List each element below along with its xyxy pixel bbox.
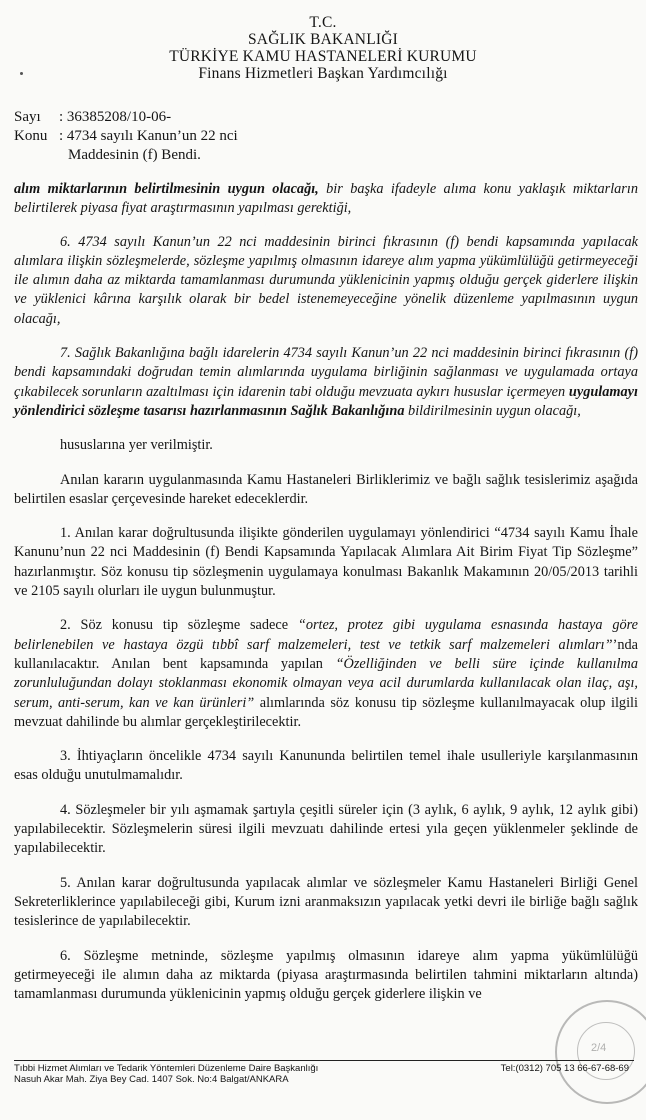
text-span: 2. Söz konusu tip sözleşme sadece	[60, 617, 298, 634]
letterhead-line-2: SAĞLIK BAKANLIĞI	[247, 31, 398, 48]
paragraph-item-7	[14, 344, 638, 421]
text-span: 7. Sağlık Bakanlığına bağlı idarelerin 4734 sayılı Kanun’un 22 nci maddesinin birinci fıkrasının (f) bendi kapsamındaki doğrudan temin alımlarında uygulama birliğinin sağlanması ve uygulamada ortaya çıkabilecek sorunların azaltılması için idarenin tabi olduğu mevzuata aykırı hususlar içermeyen	[14, 345, 638, 400]
bold-phrase: alım miktarlarının belirtilmesinin uygun olacağı,	[14, 181, 319, 197]
sayi-value: : 36385208/10-06-	[59, 109, 172, 125]
text-span: ’nda kullanılacaktır. Anılan bent kapsamında yapılan	[14, 636, 638, 672]
paragraph-item-6: 6. 4734 sayılı Kanun’un 22 nci maddesinin birinci fıkrasının (f) bendi kapsamında yapılacak alımlara ilişkin sözleşmelerde, sözleşme yapılmış olmasının idareye alım yapma yükümlülüğü getirmeyeceği ile alımın daha az miktarda tamamlanması durumunda yüklenicinin yapmış olduğu gerçek giderlere ilişkin ve yüklenici kârına karşılık olarak bir bedel istenemeyeceğine yönelik düzenleme yapılmasının uygun olacağı,	[14, 233, 638, 327]
footer-phone: Tel:(0312) 705 13 66-67-68-69	[500, 1063, 629, 1074]
paragraph-anilan: Anılan kararın uygulanmasında Kamu Hastaneleri Birliklerimiz ve bağlı sağlık tesislerimiz aşağıda belirtilen esaslar çerçevesinde hareket edeceklerdir.	[14, 471, 638, 507]
sayi-label: Sayı	[14, 109, 41, 125]
document-meta	[14, 108, 238, 165]
numbered-item-3: 3. İhtiyaçların öncelikle 4734 sayılı Kanununda belirtilen temel ihale usulleriyle karşılanmasının esas olduğu unutulmamalıdır.	[14, 748, 638, 784]
text-span: alımlarında söz konusu tip sözleşme kullanılmayacak olup ilgili mevzuat dahilinde bu alımlar gerçekleştirilecektir.	[14, 694, 638, 730]
bold-phrase: uygulamayı yönlendirici sözleşme tasarısı hazırlanmasının Sağlık Bakanlığına	[14, 383, 638, 419]
letterhead-line-4: Finans Hizmetleri Başkan Yardımcılığı	[198, 65, 448, 82]
text-span: bildirilmesinin uygun olacağı,	[404, 402, 581, 419]
text-span: bir başka ifadeyle alıma konu yaklaşık miktarların belirtilerek piyasa fiyat araştırmasının yapılması gerektiği,	[14, 181, 638, 217]
paragraph-continuation	[14, 180, 638, 219]
footer-street: Nasuh Akar Mah. Ziya Bey Cad. 1407 Sok. No:4 Balgat/ANKARA	[14, 1074, 289, 1085]
numbered-item-2	[14, 616, 638, 732]
numbered-item-4: 4. Sözleşmeler bir yılı aşmamak şartıyla çeşitli süreler için (3 aylık, 6 aylık, 9 aylık, 12 aylık gibi) yapılabilecektir. Sözleşmelerin süresi ilgili mevzuatı dahilinde ertesi yıla geçen yüklenmeler şeklinde de yapılabilecektir.	[14, 801, 638, 857]
letterhead-line-1: T.C.	[309, 14, 337, 31]
italic-phrase: “ortez, protez gibi uygulama esnasında hastaya göre belirlenebilen ve hastaya özgü tıbbî sarf malzemeleri, test ve tetkik sarf malzemeleri alımları”	[14, 617, 638, 653]
konu-label: Konu	[14, 128, 48, 144]
page-number: 2/4	[591, 1042, 607, 1054]
letterhead	[0, 14, 646, 82]
numbered-item-5: 5. Anılan karar doğrultusunda yapılacak alımlar ve sözleşmeler Kamu Hastaneleri Birliği Genel Sekreterliklerince yapılabileceği gibi, Kurum izni aranmaksızın yapılacak yetki devri ile birliğe bağlı sağlık tesislerince de yapılabilecektir.	[14, 874, 638, 930]
konu-value-continued: Maddesinin (f) Bendi.	[68, 147, 201, 163]
numbered-item-6: 6. Sözleşme metninde, sözleşme yapılmış olmasının idareye alım yapma yükümlülüğü getirmeyeceği ile alımın daha az miktarda (piyasa araştırmasında belirtilen tahmini miktarların altında) tamamlanması durumunda yüklenicinin yapmış olduğu gerçek giderlere ilişkin ve	[14, 947, 638, 1003]
letterhead-line-3: TÜRKİYE KAMU HASTANELERİ KURUMU	[169, 48, 477, 65]
konu-value: : 4734 sayılı Kanun’un 22 nci	[59, 128, 238, 144]
margin-dot	[20, 72, 23, 75]
italic-phrase: “Özelliğinden ve belli süre içinde kullanılma zorunluluğundan dolayı stoklanması ekonomik olmayan veya acil durumlarda kullanılacak olan ilaç, aşı, serum, anti-serum, kan ve kan ürünleri”	[14, 655, 638, 711]
footer-address	[14, 1063, 318, 1085]
numbered-item-1: 1. Anılan karar doğrultusunda ilişikte gönderilen uygulamayı yönlendirici “4734 sayılı Kamu İhale Kanunu’nun 22 nci Maddesinin (f) Bendi Kapsamında Yapılacak Alımlara Ait Birim Fiyat Tip Sözleşme” hazırlanmıştır. Söz konusu tip sözleşmenin uygulamaya konulması Bakanlık Makamının 20/05/2013 tarihli ve 2105 sayılı olurları ile uygun bulunmuştur.	[14, 525, 638, 600]
official-stamp	[555, 1000, 646, 1104]
document-body	[14, 180, 638, 1019]
paragraph-hususlar: hususlarına yer verilmiştir.	[60, 437, 213, 454]
footer-department: Tıbbi Hizmet Alımları ve Tedarik Yöntemleri Düzenleme Daire Başkanlığı	[14, 1063, 319, 1074]
footer-divider	[14, 1060, 634, 1061]
